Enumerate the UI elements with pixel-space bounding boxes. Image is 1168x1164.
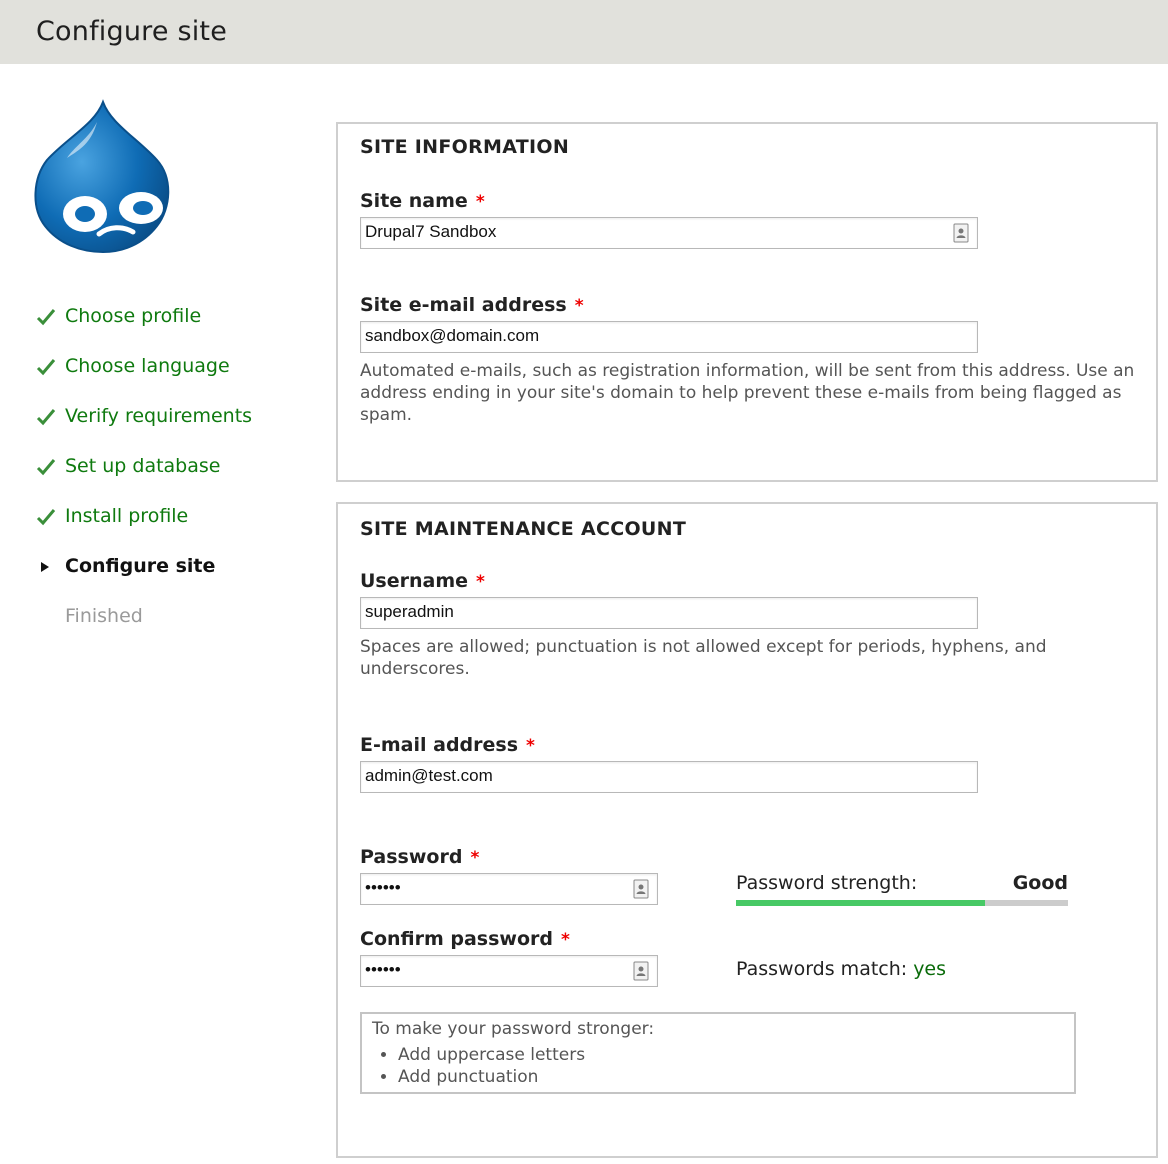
password-strength-bar <box>736 900 1068 906</box>
contact-card-icon[interactable] <box>953 223 969 243</box>
page-header <box>0 0 1168 64</box>
checkmark-icon <box>36 357 56 377</box>
email-input[interactable]: admin@test.com <box>360 761 978 793</box>
email-label: E-mail address * <box>360 734 535 756</box>
password-strength-fill <box>736 900 985 906</box>
passwords-match-value: yes <box>913 958 947 980</box>
step-label: Choose profile <box>65 305 202 327</box>
password-label: Password * <box>360 846 480 868</box>
confirm-password-label: Confirm password * <box>360 928 570 950</box>
checkmark-icon <box>36 507 56 527</box>
required-marker: * <box>561 930 570 950</box>
required-marker: * <box>526 736 535 756</box>
page-title: Configure site <box>36 16 228 47</box>
password-suggestions-heading: To make your password stronger: <box>372 1019 655 1039</box>
checkmark-icon <box>36 457 56 477</box>
passwords-match-indicator <box>736 958 946 980</box>
step-label: Verify requirements <box>65 405 253 427</box>
password-suggestion-item: • Add uppercase letters <box>398 1044 1064 1066</box>
fieldset-legend: SITE MAINTENANCE ACCOUNT <box>360 518 687 540</box>
password-input[interactable]: •••••• <box>360 873 658 905</box>
contact-card-icon[interactable] <box>633 961 649 981</box>
step-label: Finished <box>65 605 143 627</box>
fieldset-legend: SITE INFORMATION <box>360 136 570 158</box>
step-label: Set up database <box>65 455 221 477</box>
step-label: Configure site <box>65 555 216 577</box>
password-suggestion-item: • Add punctuation <box>398 1066 1064 1088</box>
site-maintenance-account-fieldset <box>336 502 1158 1158</box>
site-email-label: Site e-mail address * <box>360 294 584 316</box>
site-name-input[interactable]: Drupal7 Sandbox <box>360 217 978 249</box>
required-marker: * <box>476 572 485 592</box>
current-step-arrow-icon <box>36 557 56 577</box>
password-strength-value: Good <box>1012 872 1068 894</box>
required-marker: * <box>470 848 480 868</box>
site-email-description: Automated e-mails, such as registration information, will be sent from this address. Use an address ending in your site's domain to help prevent these e-mails from being flagged as spam. <box>360 361 1135 425</box>
username-input[interactable]: superadmin <box>360 597 978 629</box>
password-strength-indicator <box>736 870 1068 906</box>
username-description: Spaces are allowed; punctuation is not allowed except for periods, hyphens, and underscores. <box>360 637 1047 679</box>
required-marker: * <box>574 296 584 316</box>
passwords-match-label: Passwords match: <box>736 958 908 980</box>
password-suggestions <box>360 1012 1076 1094</box>
drupal-logo <box>33 98 173 256</box>
site-information-fieldset <box>336 122 1158 482</box>
checkmark-icon <box>36 307 56 327</box>
checkmark-icon <box>36 407 56 427</box>
site-name-label: Site name * <box>360 190 485 212</box>
contact-card-icon[interactable] <box>633 879 649 899</box>
step-label: Choose language <box>65 355 230 377</box>
required-marker: * <box>475 192 485 212</box>
username-label: Username * <box>360 570 485 592</box>
site-email-input[interactable]: sandbox@domain.com <box>360 321 978 353</box>
password-strength-label: Password strength: <box>736 872 918 894</box>
step-label: Install profile <box>65 505 189 527</box>
confirm-password-input[interactable]: •••••• <box>360 955 658 987</box>
